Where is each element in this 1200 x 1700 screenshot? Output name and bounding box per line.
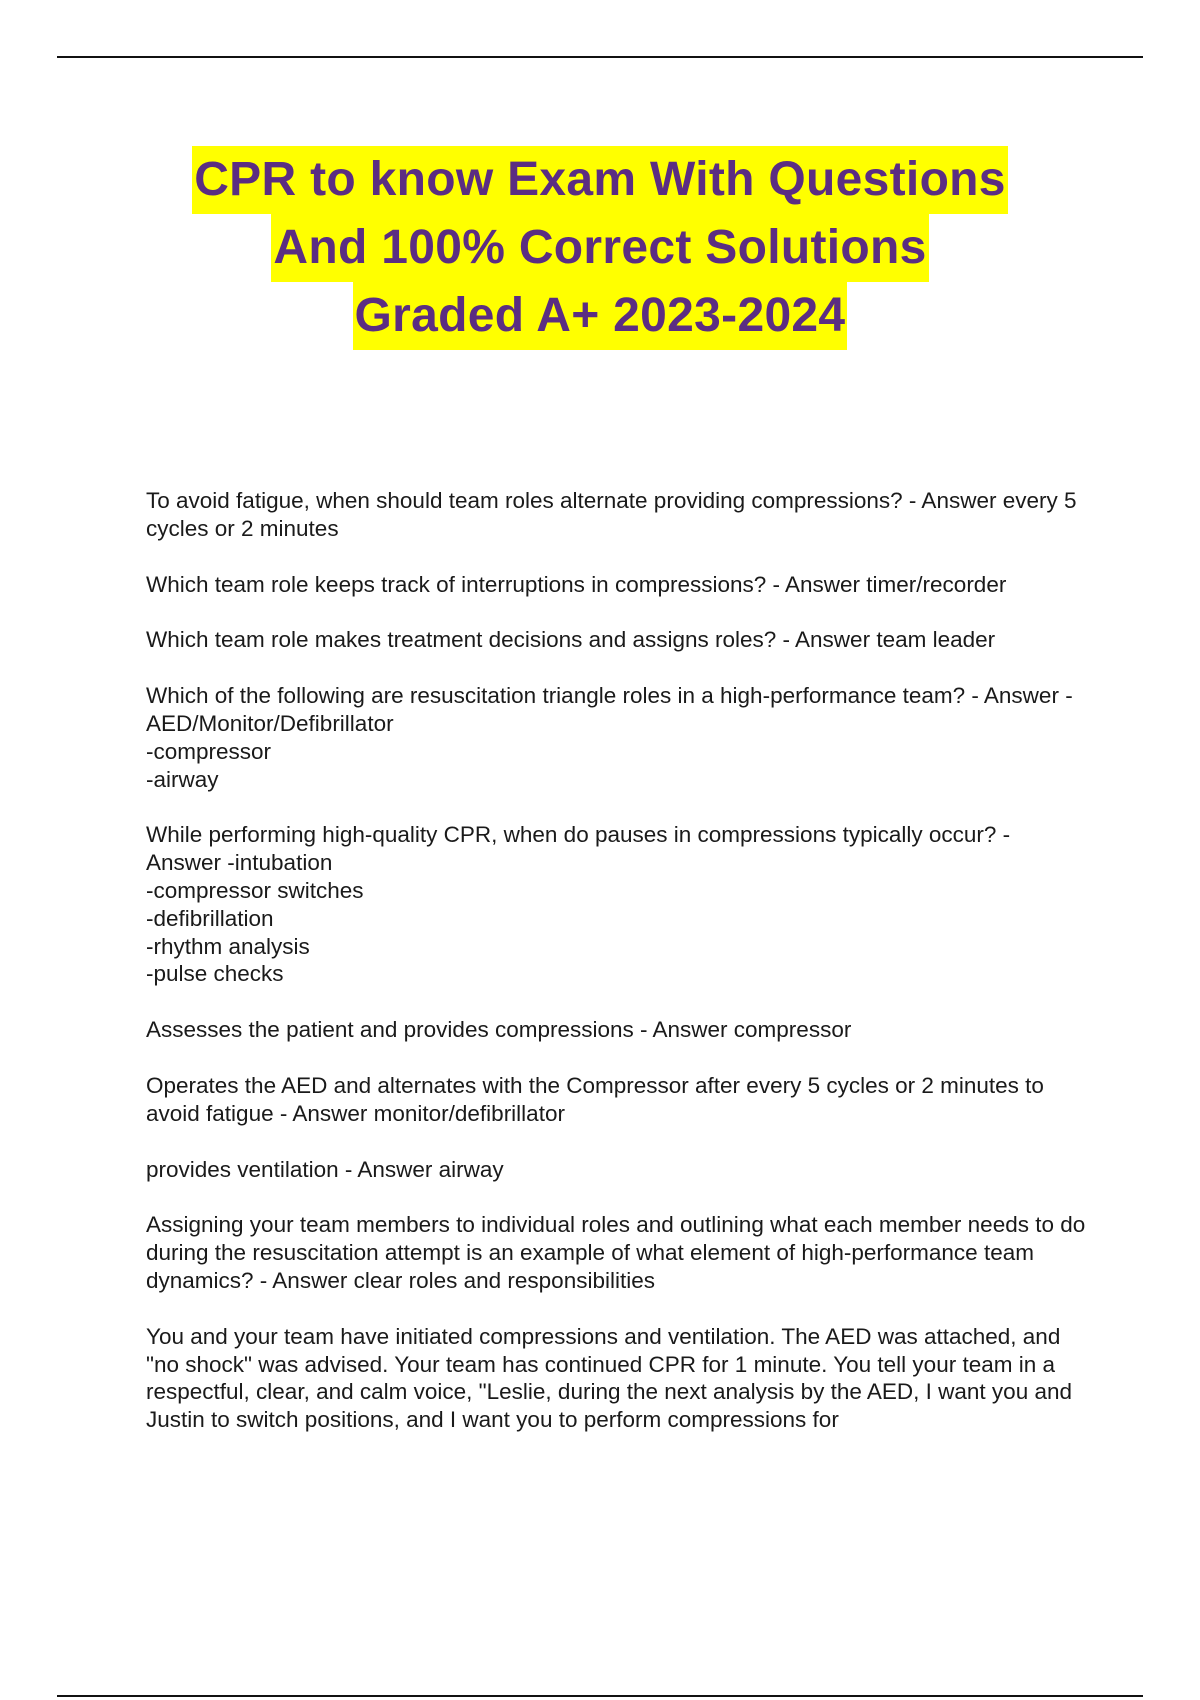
bottom-rule: [57, 1695, 1143, 1697]
qa-item-4: Which of the following are resuscitation triangle roles in a high-performance team? - Answer -AED/Monitor/Defibrillator -compressor -airway: [146, 683, 1073, 792]
qa-item-5: While performing high-quality CPR, when do pauses in compressions typically occur? - Answer -intubation -compressor switches -defibrillation -rhythm analysis -pulse checks: [146, 822, 1011, 987]
top-rule: [57, 56, 1143, 58]
qa-item-1: To avoid fatigue, when should team roles alternate providing compressions? - Answer every 5 cycles or 2 minutes: [146, 488, 1077, 541]
qa-item-2: Which team role keeps track of interruptions in compressions? - Answer timer/recorder: [146, 571, 1007, 597]
qa-item-10: You and your team have initiated compressions and ventilation. The AED was attached, and "no shock" was advised. Your team has continued CPR for 1 minute. You tell your team in a respectful, clear, and calm voice, "Leslie, during the next analysis by the AED, I want you and Justin to switch positions, and I want you to perform compressions for: [146, 1323, 1072, 1433]
qa-item-8: provides ventilation - Answer airway: [146, 1156, 504, 1182]
question-answer-list: [146, 487, 1086, 1462]
qa-item-7: Operates the AED and alternates with the Compressor after every 5 cycles or 2 minutes to avoid fatigue - Answer monitor/defibrillator: [146, 1072, 1044, 1126]
document-title: [0, 146, 1200, 350]
title-line-1: CPR to know Exam With Questions: [192, 146, 1008, 214]
title-line-2: And 100% Correct Solutions: [271, 214, 928, 282]
title-line-3: Graded A+ 2023-2024: [353, 282, 848, 350]
qa-item-6: Assesses the patient and provides compressions - Answer compressor: [146, 1017, 852, 1043]
qa-item-9: Assigning your team members to individual roles and outlining what each member needs to do during the resuscitation attempt is an example of what element of high-performance team dynamics? - Answer clear roles and responsibilities: [146, 1212, 1086, 1293]
qa-item-3: Which team role makes treatment decisions and assigns roles? - Answer team leader: [146, 627, 996, 653]
